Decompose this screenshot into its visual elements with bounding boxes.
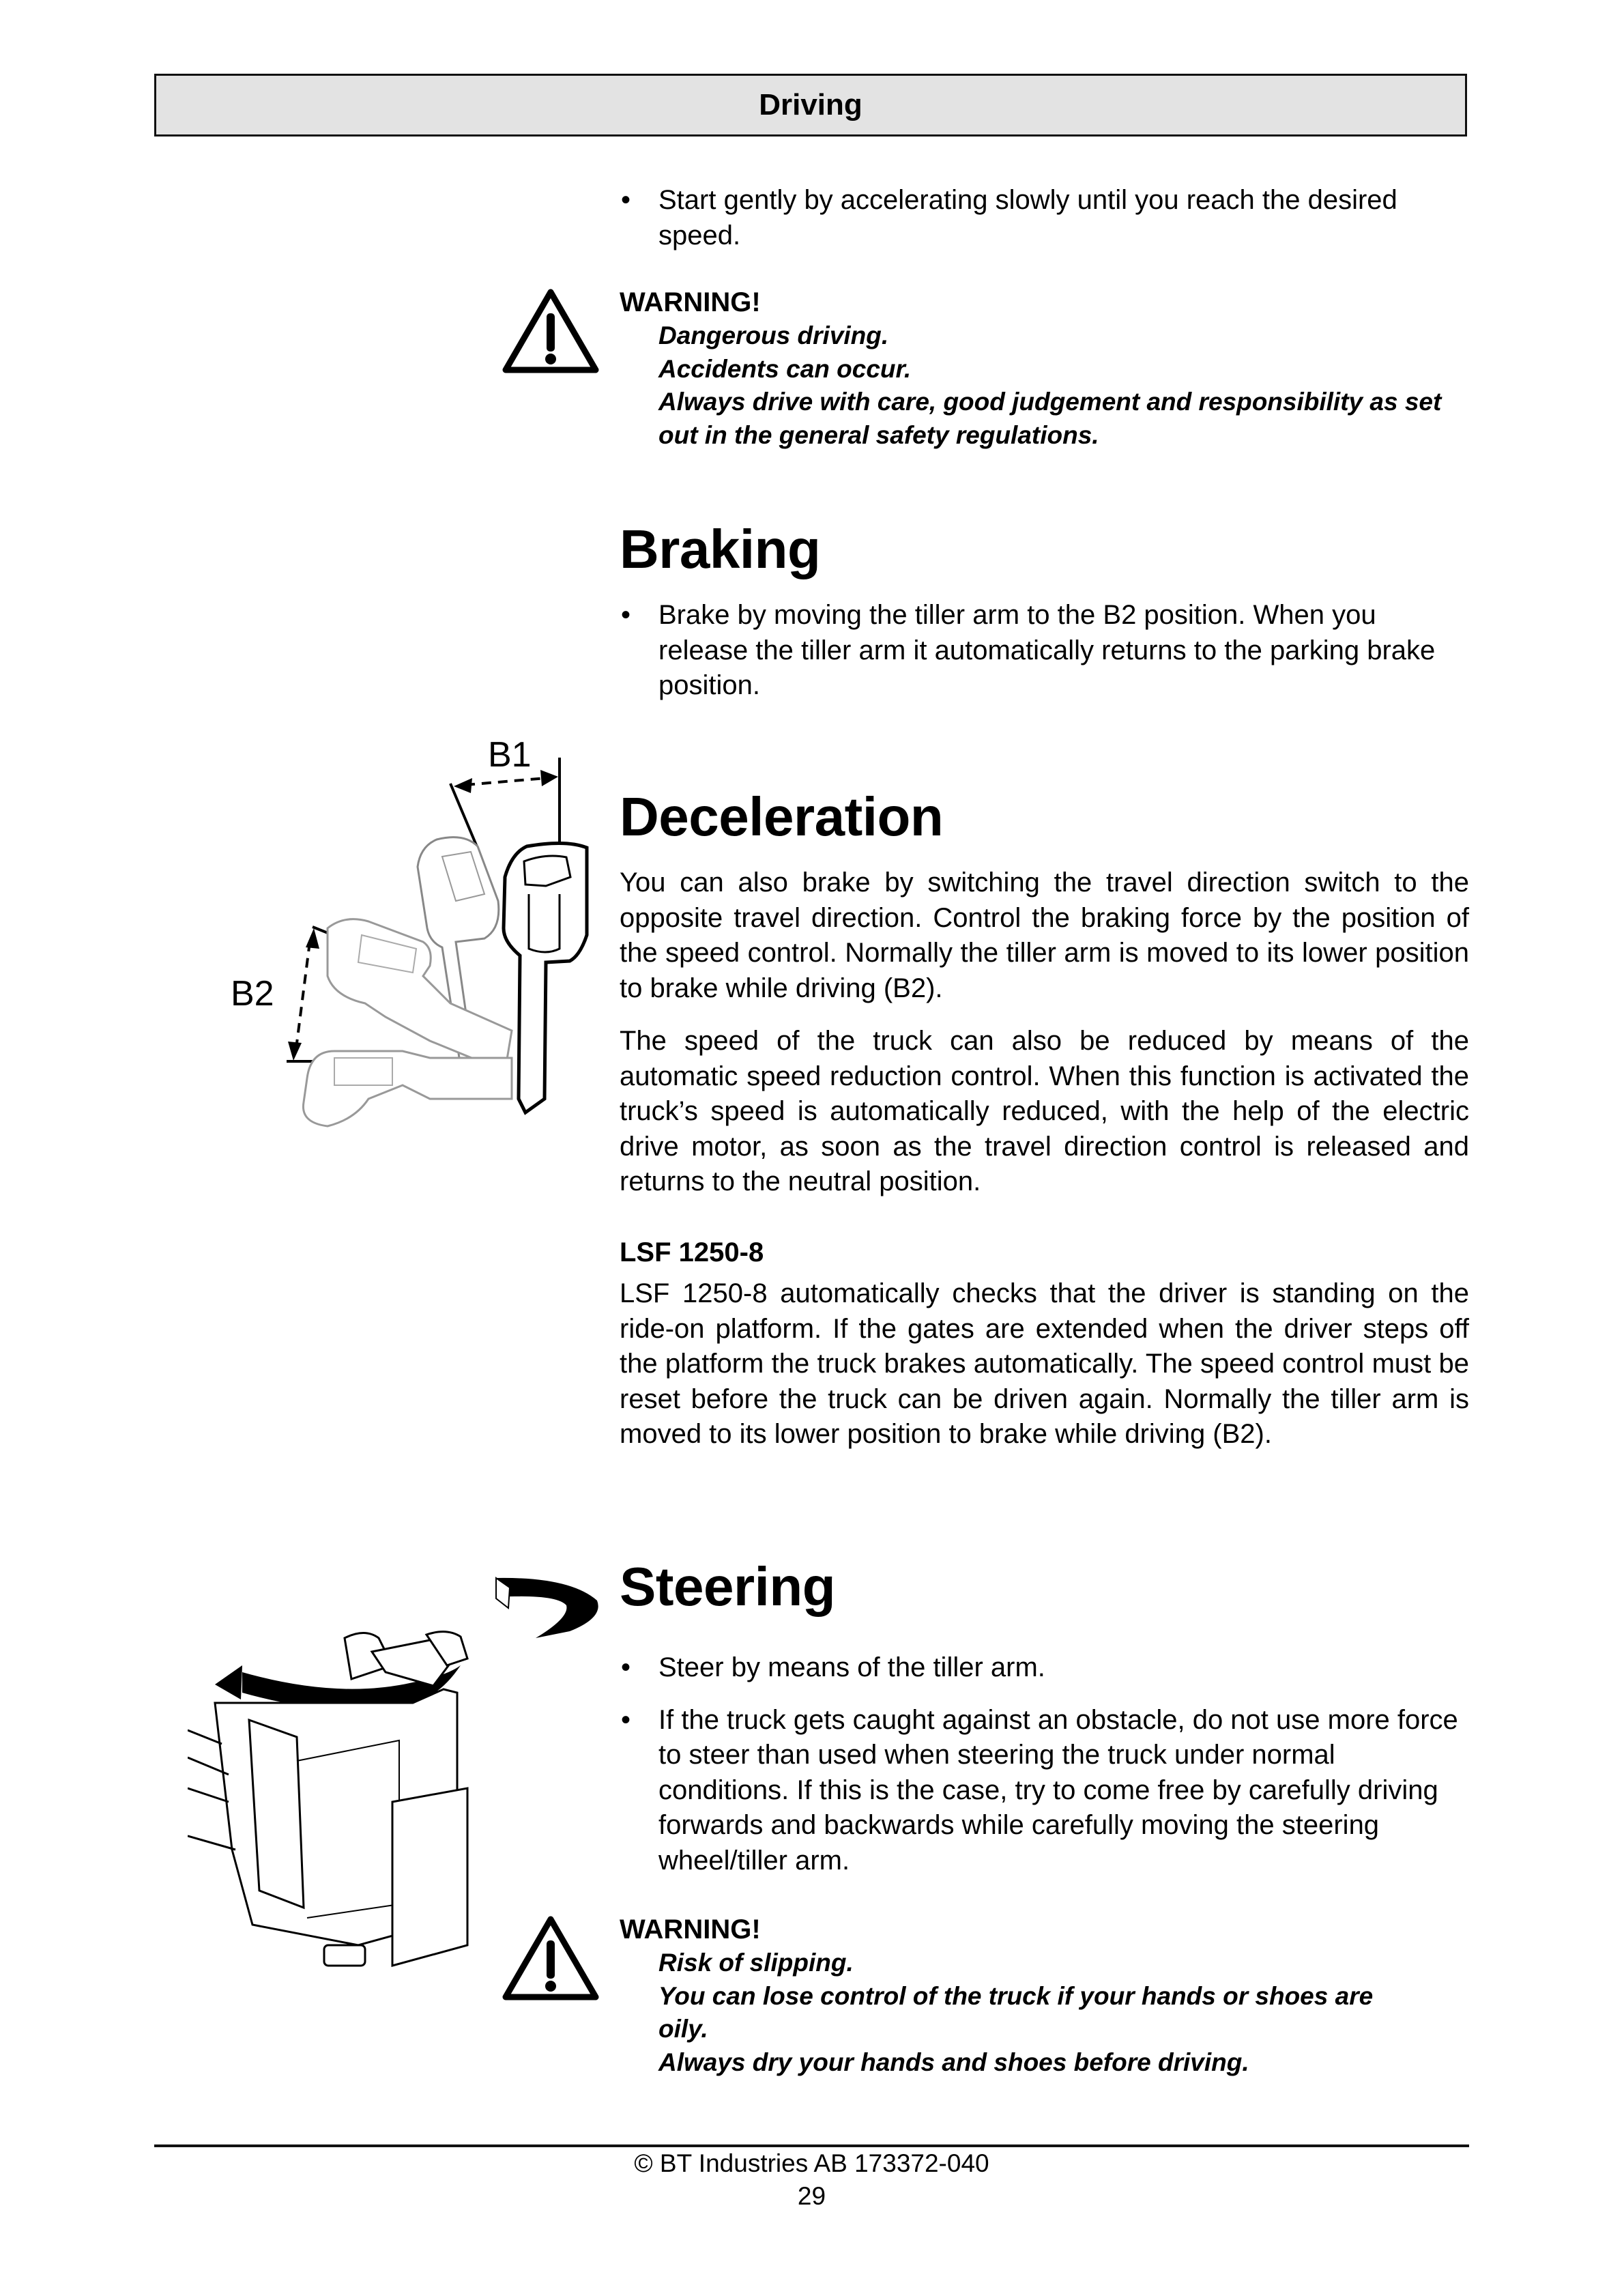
deceleration-paragraph-2: The speed of the truck can also be reduced by means of the automatic speed reduction control. When this function is activated the truck’s speed is automatically reduced, with the help of the electric drive motor, as soon as the travel direction control is released and returns to the neutral position.: [620, 1026, 1469, 1196]
bullet-icon: •: [621, 1704, 631, 1735]
section-header: [154, 74, 1467, 137]
warning-line: Always dry your hands and shoes before driving.: [658, 2048, 1249, 2076]
list-item: [620, 1703, 1464, 1879]
warning-title: WARNING!: [620, 287, 761, 317]
steering-bullet-list: [620, 1650, 1469, 1878]
warning-line: Accidents can occur.: [658, 354, 912, 383]
warning-body: [620, 319, 1469, 452]
warning-body: [620, 1947, 1469, 2079]
section-title: Driving: [759, 88, 862, 121]
footer-copyright: © BT Industries AB 173372-040: [634, 2149, 989, 2177]
bullet-icon: •: [621, 185, 631, 215]
warning-line: You can lose control of the truck if your hands or shoes are oily.: [658, 1981, 1374, 2043]
warning-triangle-icon: [502, 1915, 600, 2003]
warning-block-1: [620, 285, 1469, 452]
lsf-paragraph: LSF 1250-8 automatically checks that the driver is standing on the ride-on platform. If the gates are extended when the driver steps off the platform the truck brakes automatically. The speed control must be reset before the truck can be driven again. Normally the tiller arm is moved to its lower position to brake while driving (B2).: [620, 1278, 1469, 1449]
steering-illustration: [188, 1563, 611, 1972]
bullet-text: Start gently by accelerating slowly until you reach the desired speed.: [658, 185, 1397, 250]
bullet-text: Brake by moving the tiller arm to the B2 position. When you release the tiller arm it automatically returns to the parking brake position.: [658, 600, 1436, 700]
bullet-icon: •: [621, 1652, 631, 1682]
warning-line: Always drive with care, good judgement and responsibility as set out in the general safety regulations.: [658, 388, 1442, 449]
warning-line: Risk of slipping.: [658, 1949, 854, 1977]
bullet-text: If the truck gets caught against an obstacle, do not use more force to steer than used when steering the truck under normal conditions. If this is the case, try to come free by carefully driving forwards and backwards while carefully moving the steering wheel/tiller arm.: [658, 1704, 1458, 1876]
label-b2: B2: [231, 974, 274, 1014]
heading-braking: Braking: [620, 519, 821, 579]
list-item: [620, 183, 1464, 253]
tiller-positions-illustration: [225, 730, 607, 1133]
warning-line: Dangerous driving.: [658, 321, 889, 349]
intro-bullet-list: [620, 183, 1469, 253]
bullet-icon: •: [621, 600, 631, 630]
subheading-lsf: LSF 1250-8: [620, 1237, 764, 1267]
warning-block-2: [620, 1912, 1469, 2079]
deceleration-paragraph-1: You can also brake by switching the travel direction switch to the opposite travel direction. Control the braking force by the position of the speed control. Normally the tiller arm is moved to its lower position to brake while driving (B2).: [620, 867, 1469, 1003]
heading-deceleration: Deceleration: [620, 786, 944, 847]
page-number: 29: [797, 2182, 826, 2210]
label-b1: B1: [488, 735, 532, 775]
heading-steering: Steering: [620, 1556, 836, 1617]
bullet-text: Steer by means of the tiller arm.: [658, 1652, 1045, 1682]
braking-bullet-list: [620, 598, 1469, 704]
warning-title: WARNING!: [620, 1914, 761, 1945]
list-item: [620, 598, 1436, 704]
warning-triangle-icon: [502, 288, 600, 375]
list-item: [620, 1650, 1464, 1686]
